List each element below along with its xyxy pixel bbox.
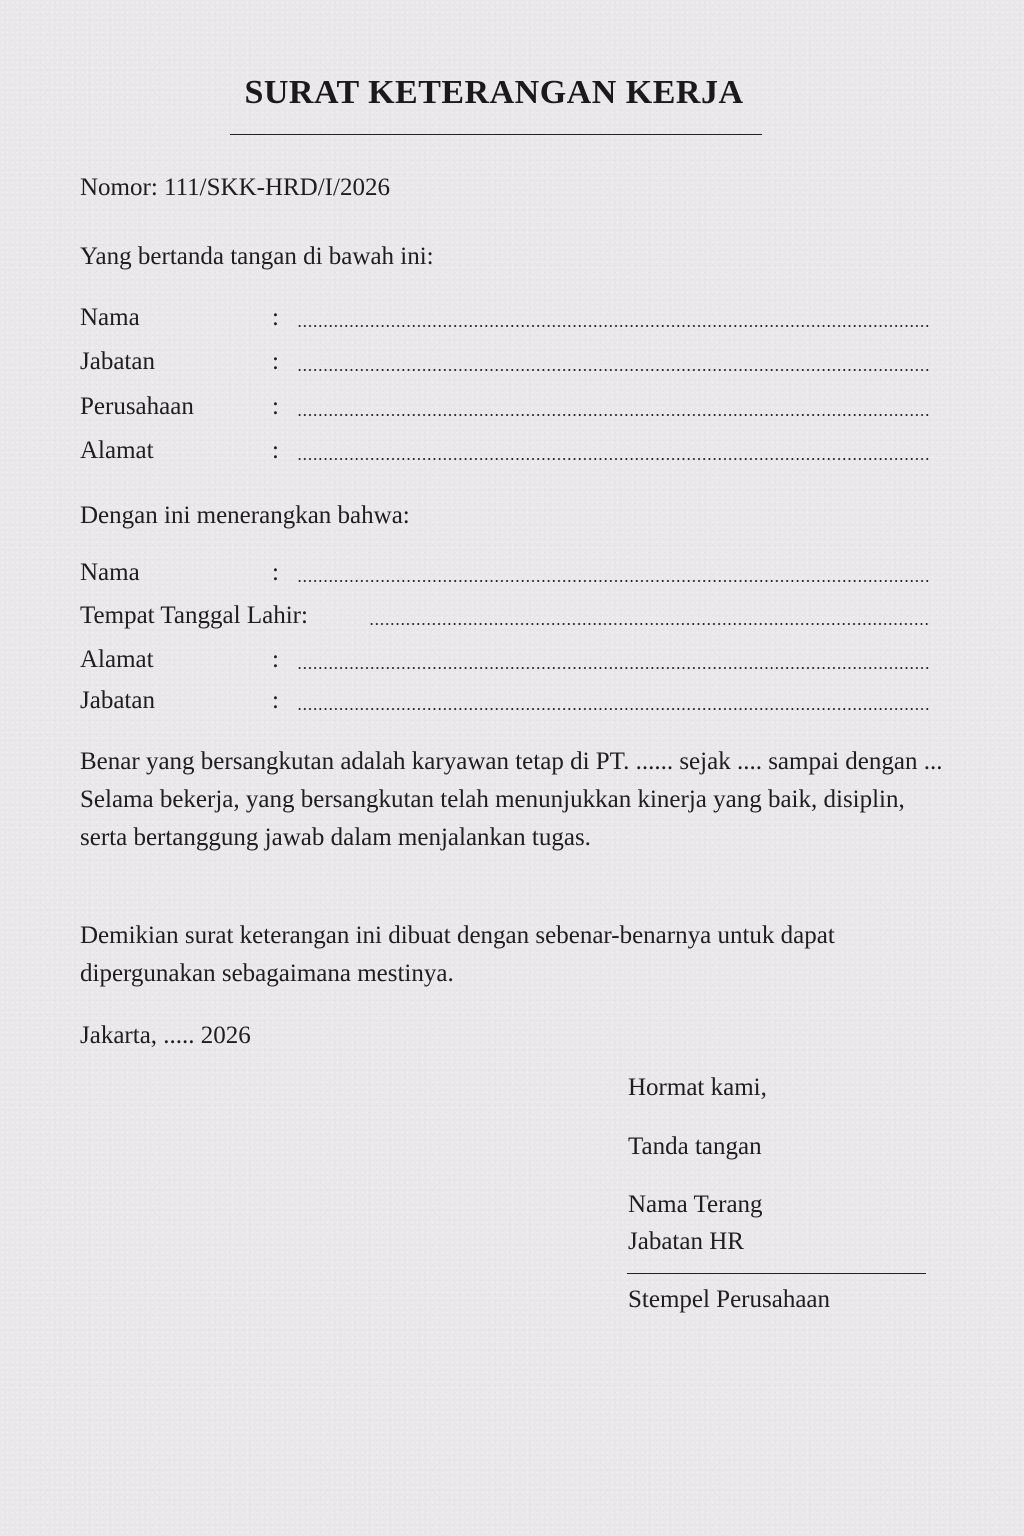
field-label: Jabatan [80,348,155,375]
place-date: Jakarta, ..... 2026 [80,1022,251,1049]
company-stamp-label: Stempel Perusahaan [628,1286,831,1313]
signature-greeting: Hormat kami, [628,1074,767,1101]
field-separator: : [272,437,279,464]
field-separator: : [272,348,279,375]
signer-position-label: Jabatan HR [628,1228,744,1255]
signer-intro: Yang bertanda tangan di bawah ini: [80,243,434,270]
employee-intro: Dengan ini menerangkan bahwa: [80,502,410,529]
field-separator: : [272,304,279,331]
field-label: Perusahaan [80,393,194,420]
field-label: Nama [80,304,140,331]
field-label: Tempat Tanggal Lahir: [80,602,308,629]
field-label: Nama [80,559,140,586]
blank-fill-line[interactable] [297,708,930,710]
signer-field-perusahaan[interactable] [80,392,930,422]
field-separator: : [272,393,279,420]
employee-field-nama[interactable] [80,558,930,588]
employee-field-alamat[interactable] [80,645,930,675]
employee-field-jabatan[interactable] [80,686,930,716]
document-title: SURAT KETERANGAN KERJA [244,74,744,111]
field-separator: : [272,687,279,714]
field-label: Jabatan [80,687,155,714]
blank-fill-line[interactable] [297,667,930,669]
employee-field-ttl[interactable] [80,601,930,631]
closing-paragraph: Demikian surat keterangan ini dibuat dengan sebenar-benarnya untuk dapat dipergunakan sebagaimana mestinya. [80,922,835,987]
field-label: Alamat [80,437,154,464]
title-underline [230,134,762,135]
signature-placeholder: Tanda tangan [628,1133,762,1160]
signature-rule [627,1273,926,1274]
blank-fill-line[interactable] [297,458,930,460]
blank-fill-line[interactable] [297,414,930,416]
signer-field-nama[interactable] [80,303,930,333]
blank-fill-line[interactable] [297,580,930,582]
field-label: Alamat [80,646,154,673]
field-separator: : [272,646,279,673]
signer-field-jabatan[interactable] [80,347,930,377]
letter-number: Nomor: 111/SKK-HRD/I/2026 [80,174,390,201]
blank-fill-line[interactable] [297,369,930,371]
signer-name-label: Nama Terang [628,1191,763,1218]
signer-field-alamat[interactable] [80,436,930,466]
field-separator: : [272,559,279,586]
blank-fill-line[interactable] [297,325,930,327]
body-paragraph: Benar yang bersangkutan adalah karyawan tetap di PT. ...... sejak .... sampai dengan ... Selama bekerja, yang bersangkutan telah menunjukkan kinerja yang baik, disiplin, serta bertanggung jawab dalam menjalankan tugas. [80,748,943,851]
blank-fill-line[interactable] [369,623,930,625]
